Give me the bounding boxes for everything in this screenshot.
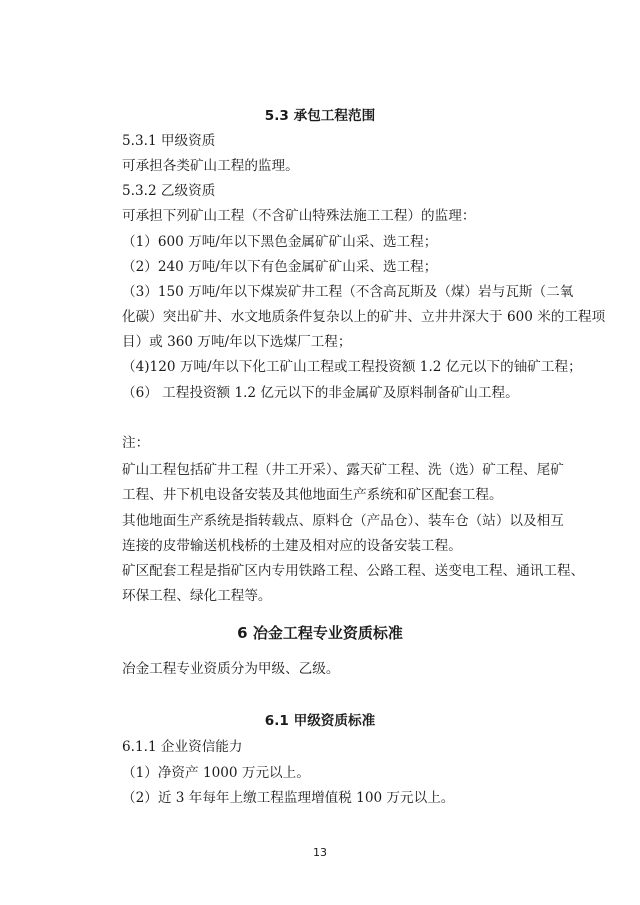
list-item: （3）150 万吨/年以下煤炭矿井工程（不含高瓦斯及（煤）岩与瓦斯（二氧: [122, 284, 574, 300]
section-heading-6: 6 冶金工程专业资质标准: [237, 624, 403, 642]
paragraph: 可承担各类矿山工程的监理。: [122, 158, 299, 174]
paragraph: 可承担下列矿山工程（不含矿山特殊法施工工程）的监理：: [122, 208, 476, 224]
list-item: （2）240 万吨/年以下有色金属矿矿山采、选工程；: [122, 259, 438, 275]
list-item: （6） 工程投资额 1.2 亿元以下的非金属矿及原料制备矿山工程。: [122, 385, 519, 401]
list-item: （2）近 3 年每年上缴工程监理增值税 100 万元以上。: [122, 790, 455, 806]
subsection-title-5-3-2: 5.3.2 乙级资质: [122, 183, 216, 199]
paragraph-continued: 连接的皮带输送机栈桥的土建及相对应的设备安装工程。: [122, 538, 462, 554]
paragraph-continued: 环保工程、绿化工程等。: [122, 588, 272, 604]
subsection-title-6-1-1: 6.1.1 企业资信能力: [122, 739, 243, 755]
notes-label: 注：: [122, 435, 150, 451]
paragraph: 冶金工程专业资质分为甲级、乙级。: [122, 661, 340, 677]
list-item-continued: 目）或 360 万吨/年以下选煤厂工程；: [122, 334, 352, 350]
paragraph: 矿山工程包括矿井工程（井工开采）、露天矿工程、洗（选）矿工程、尾矿: [122, 462, 564, 478]
section-heading-5-3: 5.3 承包工程范围: [264, 108, 376, 124]
section-heading-6-1: 6.1 甲级资质标准: [264, 713, 376, 729]
page-number: 13: [313, 846, 327, 859]
list-item-continued: 化碳）突出矿井、水文地质条件复杂以上的矿井、立井井深大于 600 米的工程项: [122, 309, 606, 325]
list-item: （1）净资产 1000 万元以上。: [122, 765, 310, 781]
paragraph-continued: 工程、井下机电设备安装及其他地面生产系统和矿区配套工程。: [122, 487, 503, 503]
list-item: （4)120 万吨/年以下化工矿山工程或工程投资额 1.2 亿元以下的铀矿工程；: [122, 359, 582, 375]
paragraph: 矿区配套工程是指矿区内专用铁路工程、公路工程、送变电工程、通讯工程、: [122, 563, 585, 579]
list-item: （1）600 万吨/年以下黑色金属矿矿山采、选工程；: [122, 234, 438, 250]
subsection-title-5-3-1: 5.3.1 甲级资质: [122, 133, 216, 149]
paragraph: 其他地面生产系统是指转载点、原料仓（产品仓）、装车仓（站）以及相互: [122, 513, 564, 529]
